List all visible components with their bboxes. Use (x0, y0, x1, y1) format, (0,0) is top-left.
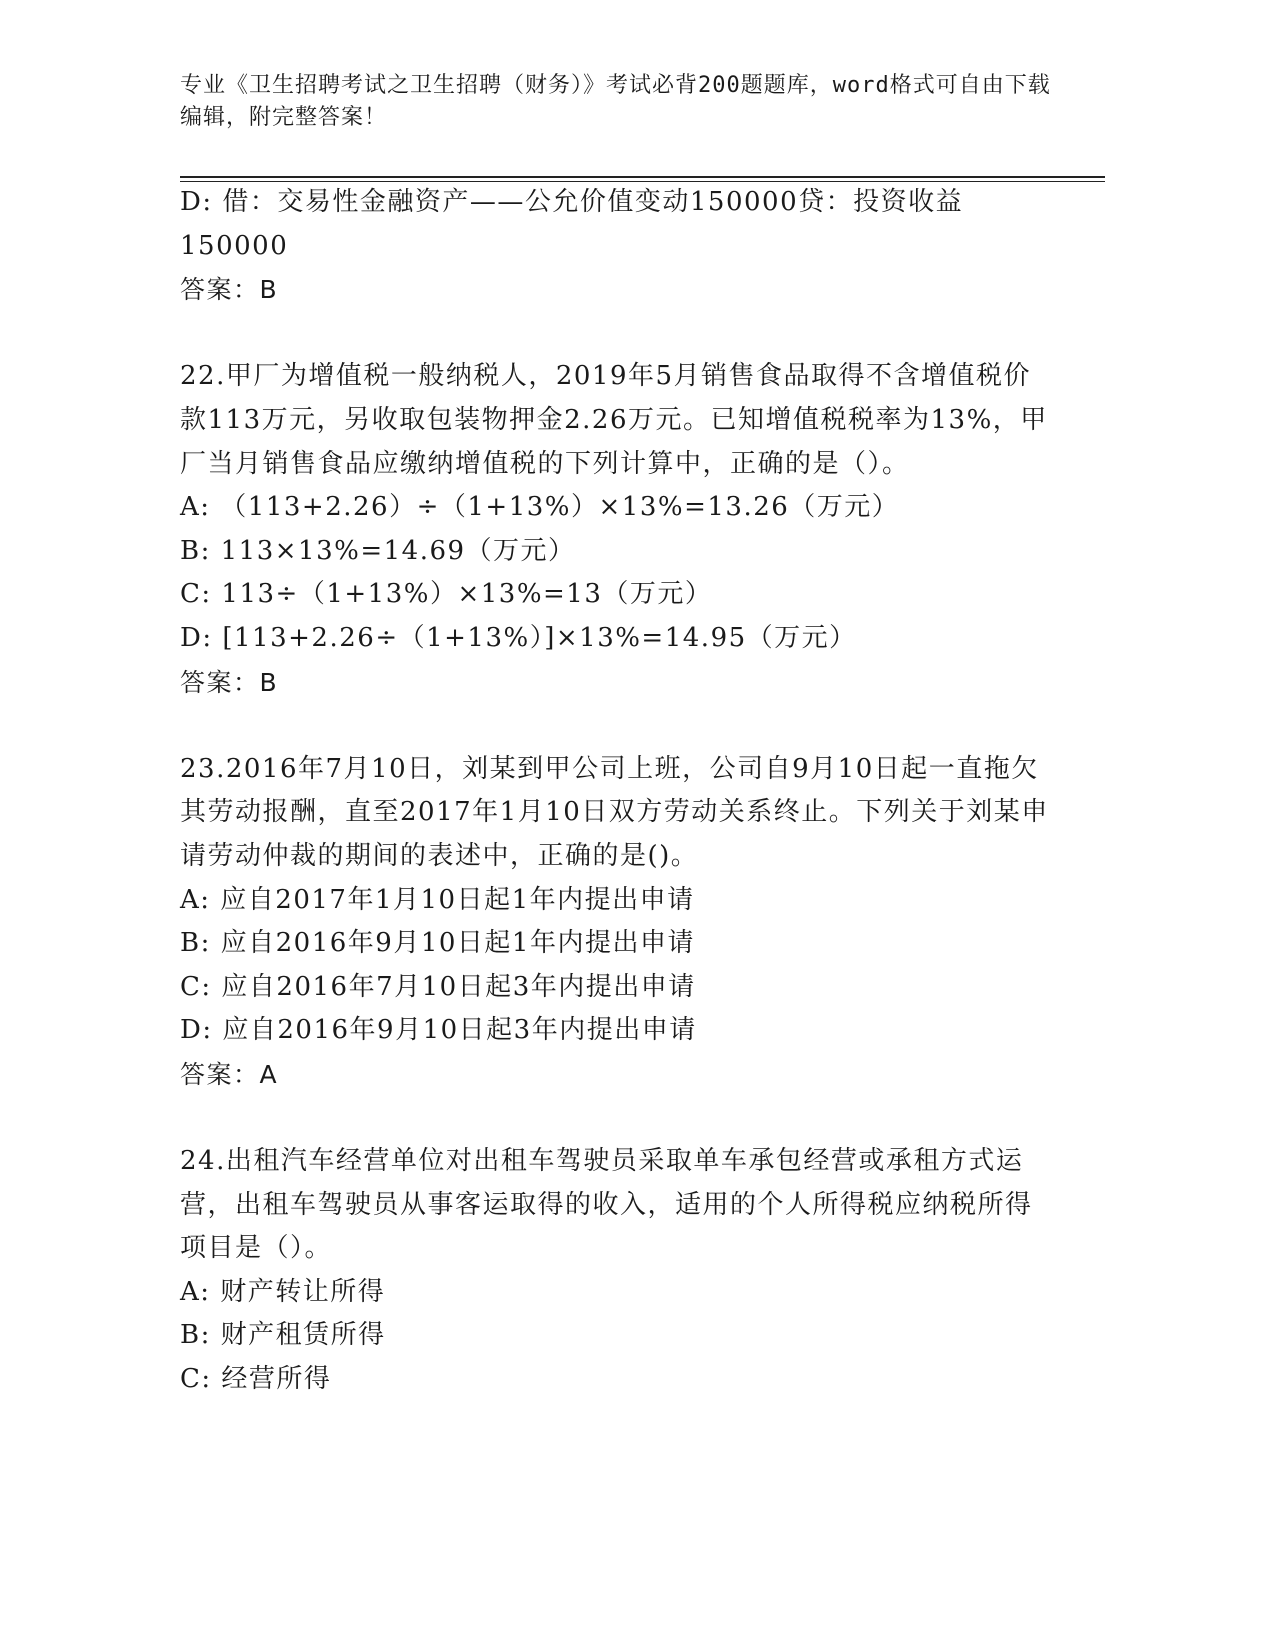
option-d: D: [113+2.26÷（1+13%）]×13%=14.95（万元） (180, 622, 857, 653)
option-b: B: 财产租赁所得 (180, 1320, 386, 1351)
question-22 (180, 355, 1050, 704)
question-content (180, 181, 1050, 1402)
option-c: C: 应自2016年7月10日起3年内提出申请 (180, 971, 696, 1002)
option-c: C: 113÷（1+13%）×13%=13（万元） (180, 579, 713, 610)
option-a: A: 财产转让所得 (180, 1276, 386, 1307)
option-a: A: 应自2017年1月10日起1年内提出申请 (180, 884, 695, 915)
spacer (180, 1096, 1050, 1140)
option-c: C: 经营所得 (180, 1364, 332, 1395)
spacer (180, 704, 1050, 748)
document-header: 专业《卫生招聘考试之卫生招聘（财务）》考试必背200题题库，word格式可自由下载编辑，附完整答案！ (180, 73, 1051, 130)
option-b: B: 应自2016年9月10日起1年内提出申请 (180, 928, 695, 959)
answer-label: 答案：A (180, 1059, 279, 1089)
option-d: D: 借：交易性金融资产——公允价值变动150000贷：投资收益150000 (180, 187, 964, 261)
answer-label: 答案：B (180, 667, 279, 697)
header-divider-thick (180, 176, 1105, 178)
spacer (180, 312, 1050, 356)
question-stem: 24.出租汽车经营单位对出租车驾驶员采取单车承包经营或承租方式运营，出租车驾驶员从事客运取得的收入，适用的个人所得税应纳税所得项目是（）。 (180, 1146, 1033, 1264)
question-24 (180, 1140, 1050, 1402)
question-23 (180, 748, 1050, 1097)
option-d: D: 应自2016年9月10日起3年内提出申请 (180, 1015, 697, 1046)
question-stem: 23.2016年7月10日，刘某到甲公司上班，公司自9月10日起一直拖欠其劳动报酬，直至2017年1月10日双方劳动关系终止。下列关于刘某申请劳动仲裁的期间的表述中，正确的是()。 (180, 753, 1049, 871)
option-a: A: （113+2.26）÷（1+13%）×13%=13.26（万元） (180, 492, 900, 523)
answer-label: 答案：B (180, 275, 279, 305)
option-b: B: 113×13%=14.69（万元） (180, 535, 576, 566)
question-stem: 22.甲厂为增值税一般纳税人，2019年5月销售食品取得不含增值税价款113万元，另收取包装物押金2.26万元。已知增值税税率为13%，甲厂当月销售食品应缴纳增值税的下列计算中，正确的是（）。 (180, 361, 1048, 479)
